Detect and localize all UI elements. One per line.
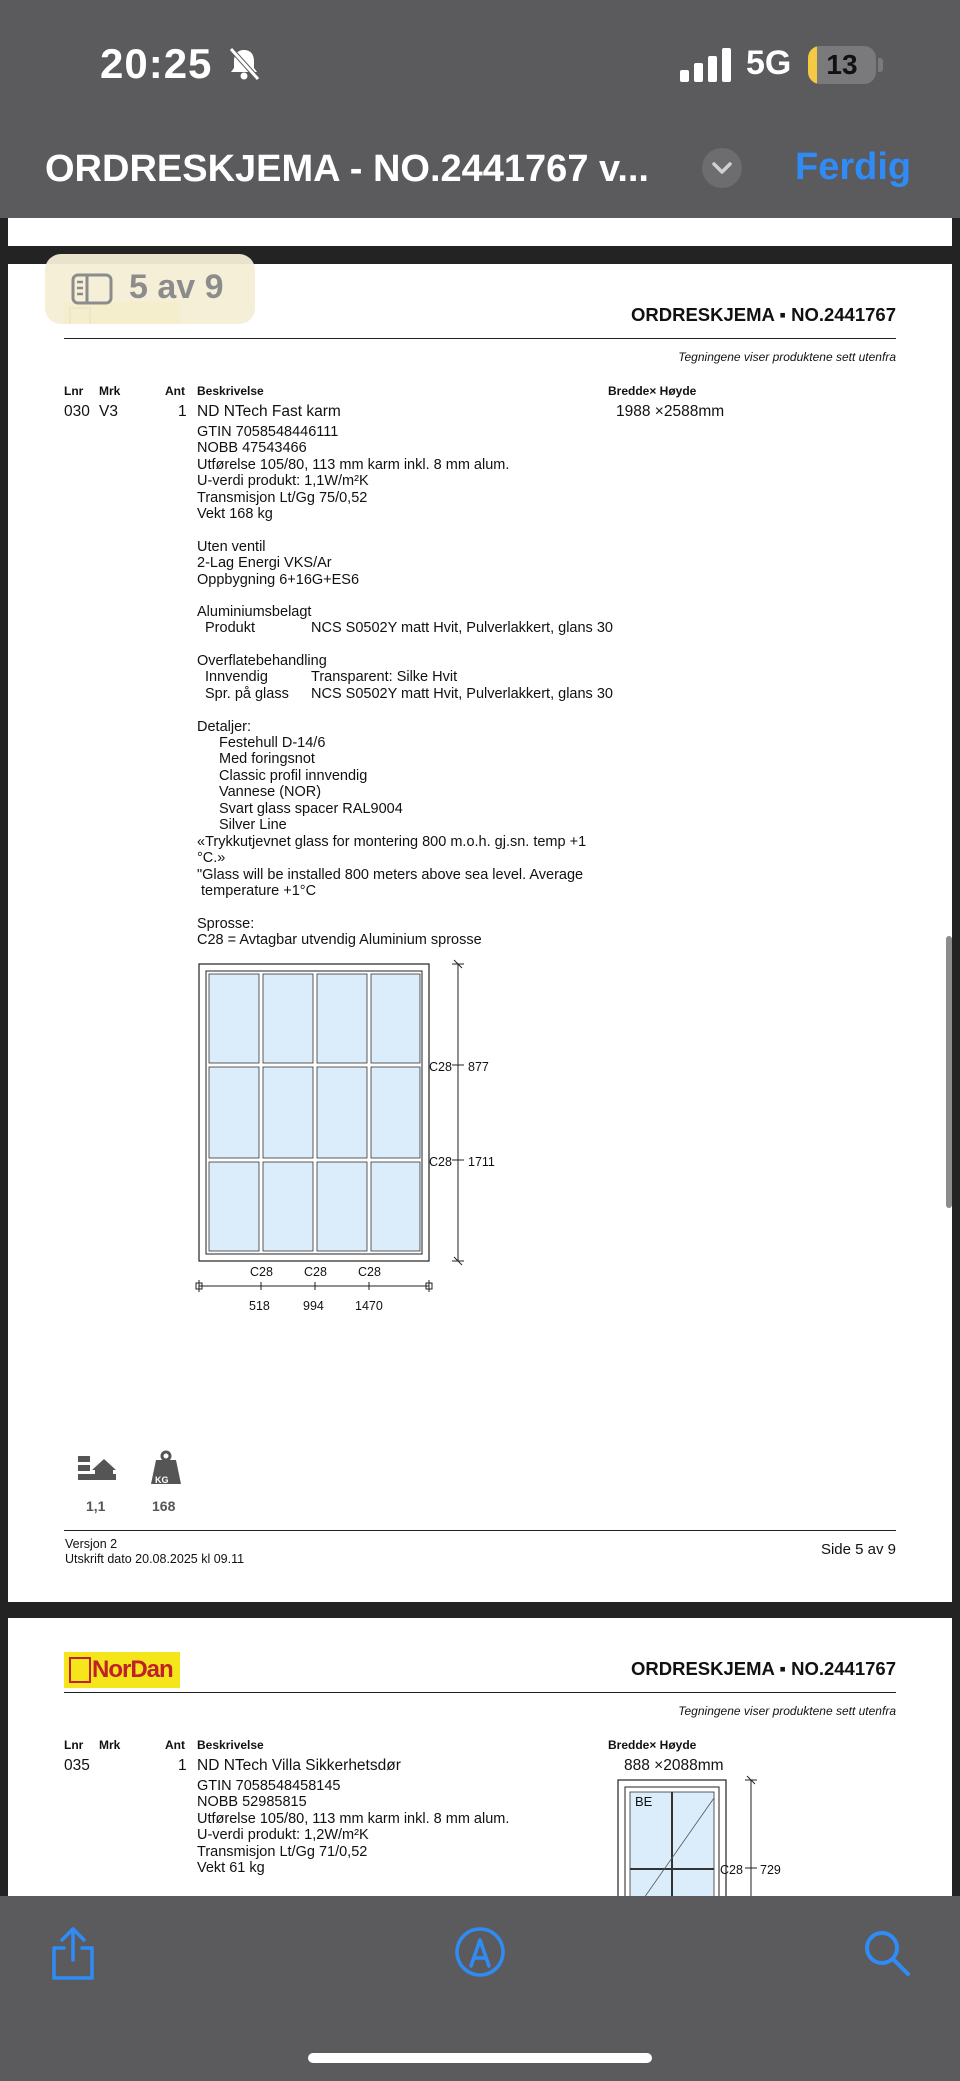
item-dims: 888 ×2088mm: [624, 1757, 724, 1774]
vdim-code-0: C28: [429, 1060, 452, 1074]
header-number: NO.2441767: [791, 1658, 896, 1679]
u-value: 1,1: [86, 1498, 106, 1514]
document-title[interactable]: ORDRESKJEMA - NO.2441767 v...: [45, 148, 649, 190]
header-title: ORDRESKJEMA: [631, 304, 775, 325]
surface-label-1: Spr. på glass: [205, 686, 289, 702]
item-ant: 1: [178, 403, 187, 420]
home-indicator[interactable]: [308, 2053, 652, 2063]
spec-line: Vekt 168 kg: [197, 506, 273, 523]
col-mrk: Mrk: [99, 1738, 121, 1752]
col-mrk: Mrk: [99, 384, 121, 398]
spec-line: Transmisjon Lt/Gg 75/0,52: [197, 489, 368, 506]
share-button[interactable]: [48, 1926, 98, 1982]
detail-item: Vannese (NOR): [219, 784, 322, 801]
sidebar-thumbnails-icon: [71, 273, 113, 305]
title-menu-button[interactable]: [702, 148, 742, 188]
sprosse-heading: Sprosse:: [197, 916, 255, 932]
details-heading: Detaljer:: [197, 719, 251, 735]
sprosse-value: C28 = Avtagbar utvendig Aluminium sprosse: [197, 932, 482, 948]
surface-heading: Overflatebehandling: [197, 653, 327, 669]
battery-nub: [878, 58, 883, 72]
battery-percent: 13: [826, 49, 858, 80]
detail-item: Svart glass spacer RAL9004: [219, 800, 403, 817]
logo-text: NorDan: [92, 1656, 173, 1683]
vdim-code-1: C28: [429, 1155, 452, 1169]
alu-value: NCS S0502Y matt Hvit, Pulverlakkert, glans 30: [311, 620, 613, 636]
search-button[interactable]: [862, 1928, 912, 1978]
footer-rule: [64, 1530, 896, 1531]
col-dims: Bredde× Høyde: [608, 384, 697, 398]
note-line: "Glass will be installed 800 meters above sea level. Average: [197, 866, 584, 883]
vdim-value-1: 1711: [468, 1155, 495, 1169]
note-line: temperature +1°C: [197, 883, 317, 900]
note-line: °C.»: [197, 850, 226, 867]
horizontal-dimension-line: [196, 1280, 432, 1292]
item-ant: 1: [178, 1757, 187, 1774]
alu-heading: Aluminiumsbelagt: [197, 604, 312, 620]
col-desc: Beskrivelse: [197, 384, 264, 398]
vdim-value-0: 877: [468, 1060, 489, 1074]
item-lnr: 035: [64, 1757, 90, 1774]
footer-version: Versjon 2: [65, 1537, 118, 1551]
previous-page-bottom: [8, 218, 952, 246]
col-dims: Bredde× Høyde: [608, 1738, 697, 1752]
hdim-code-2: C28: [358, 1265, 381, 1279]
done-button[interactable]: Ferdig: [795, 146, 912, 188]
share-icon: [54, 1929, 92, 1978]
detail-item: Classic profil innvendig: [219, 767, 368, 784]
window-drawing: [8, 264, 952, 1602]
col-lnr: Lnr: [64, 384, 84, 398]
header-number: NO.2441767: [791, 304, 896, 325]
surface-value-1: NCS S0502Y matt Hvit, Pulverlakkert, glans 30: [311, 686, 613, 702]
hdim-value-0: 518: [249, 1299, 270, 1313]
header-note: Tegningene viser produktene sett utenfra: [678, 350, 896, 364]
spec-line: Transmisjon Lt/Gg 71/0,52: [197, 1843, 368, 1860]
spec-line: U-verdi produkt: 1,2W/m²K: [197, 1827, 369, 1844]
alu-label: Produkt: [205, 620, 255, 636]
spec-line: Vekt 61 kg: [197, 1860, 265, 1877]
page-indicator-pill[interactable]: [45, 254, 255, 324]
header-bullet: ▪: [779, 304, 792, 325]
hdim-value-2: 1470: [355, 1299, 383, 1313]
search-icon: [867, 1933, 908, 1974]
bell-muted-icon: [226, 46, 262, 82]
document-viewer[interactable]: [0, 218, 960, 1896]
cellular-signal-icon: [680, 48, 732, 82]
header-bullet: ▪: [779, 1658, 792, 1679]
weight-value: 168: [152, 1498, 176, 1514]
page-indicator-text: 5 av 9: [129, 268, 224, 306]
detail-item: Festehull D-14/6: [219, 735, 326, 751]
glass-panes: [209, 974, 420, 1251]
col-ant: Ant: [165, 1738, 185, 1752]
hdim-value-1: 994: [303, 1299, 324, 1313]
footer-print-date: Utskrift dato 20.08.2025 kl 09.11: [65, 1552, 245, 1566]
footer-page: Side 5 av 9: [820, 1541, 896, 1558]
door-dim-code: C28: [720, 1863, 743, 1877]
surface-label-0: Innvendig: [205, 669, 268, 685]
top-bar: [0, 0, 960, 218]
item-name: ND NTech Fast karm: [197, 403, 341, 420]
detail-item: Med foringsnot: [219, 751, 315, 768]
vertical-dimension-line: [452, 960, 464, 1265]
pdf-page-5: [8, 264, 952, 1602]
spec-line: Oppbygning 6+16G+ES6: [197, 571, 360, 588]
spec-line: Utførelse 105/80, 113 mm karm inkl. 8 mm alum.: [197, 1810, 510, 1827]
col-lnr: Lnr: [64, 1738, 84, 1752]
item-lnr: 030: [64, 403, 90, 420]
door-drawing: [8, 1618, 952, 1896]
header-note: Tegningene viser produktene sett utenfra: [678, 1704, 896, 1718]
u-value-house-icon: [78, 1452, 118, 1486]
spec-line: NOBB 52985815: [197, 1794, 307, 1811]
col-ant: Ant: [165, 384, 185, 398]
note-line: «Trykkutjevnet glass for montering 800 m.o.h. gj.sn. temp +1: [197, 834, 587, 850]
surface-value-0: Transparent: Silke Hvit: [311, 669, 458, 685]
spec-line: GTIN 7058548446111: [197, 424, 339, 440]
scrollbar[interactable]: [946, 936, 952, 1208]
chevron-down-icon: [702, 148, 742, 188]
item-dims: 1988 ×2588mm: [616, 403, 725, 420]
spec-line: U-verdi produkt: 1,1W/m²K: [197, 473, 369, 490]
col-desc: Beskrivelse: [197, 1738, 264, 1752]
battery-icon: [808, 46, 876, 84]
network-type: 5G: [746, 44, 792, 82]
spec-line: NOBB 47543466: [197, 440, 307, 457]
item-mrk: V3: [99, 403, 118, 420]
detail-item: Silver Line: [219, 817, 287, 834]
spec-line: Uten ventil: [197, 539, 266, 555]
door-dimension-line: [745, 1776, 757, 1896]
pdf-page-6: [8, 1618, 952, 1896]
spec-line: 2-Lag Energi VKS/Ar: [197, 555, 332, 572]
item-name: ND NTech Villa Sikkerhetsdør: [197, 1757, 401, 1774]
markup-pen-icon: [457, 1929, 503, 1975]
spec-line: GTIN 7058548458145: [197, 1778, 341, 1794]
spec-line: Utførelse 105/80, 113 mm karm inkl. 8 mm alum.: [197, 456, 510, 473]
door-badge: BE: [635, 1794, 653, 1809]
hdim-code-0: C28: [250, 1265, 273, 1279]
markup-button[interactable]: [454, 1926, 506, 1978]
header-title: ORDRESKJEMA: [631, 1658, 775, 1679]
door-dim-value: 729: [760, 1863, 781, 1877]
weight-icon-label: KG: [155, 1475, 169, 1485]
status-time: 20:25: [100, 40, 213, 87]
hdim-code-1: C28: [304, 1265, 327, 1279]
